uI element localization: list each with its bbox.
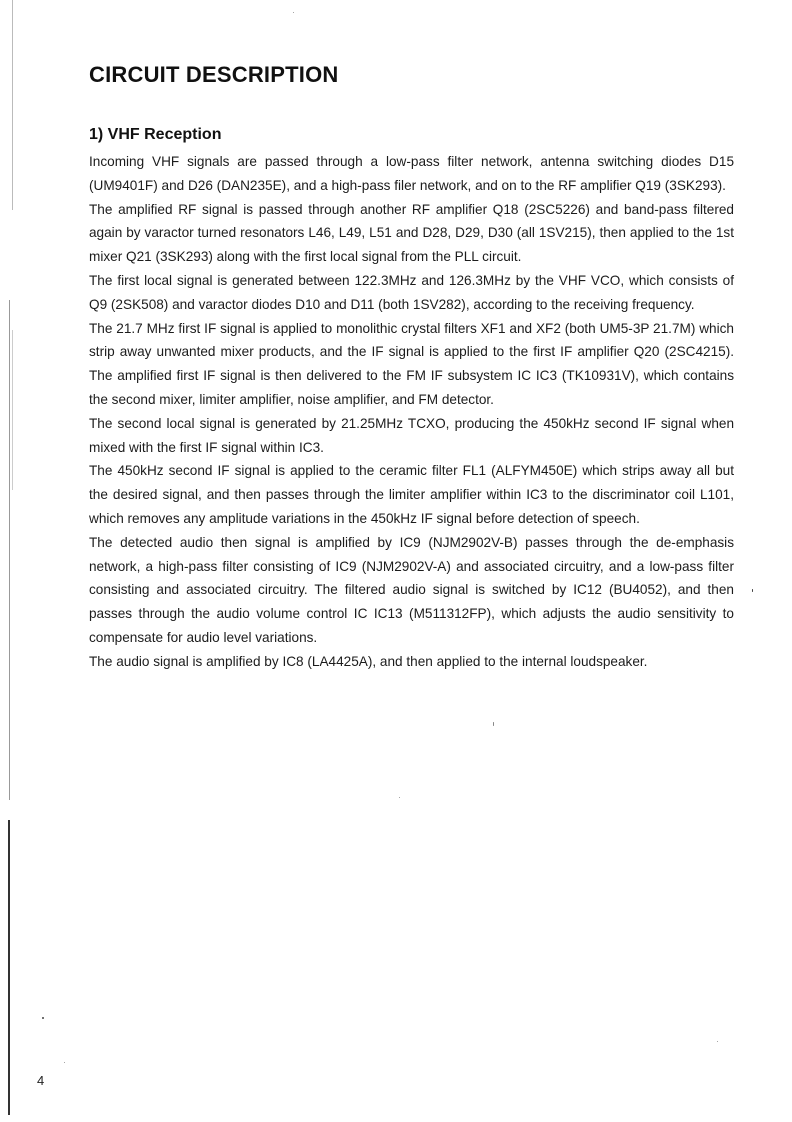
scan-edge-line (12, 0, 13, 210)
paragraph: The 21.7 MHz first IF signal is applied to monolithic crystal filters XF1 and XF2 (both UM5-3P 21.7M) which strip away unwanted mixer products, and the IF signal is applied to the first IF amplifier Q20 (2SC4215). The amplified first IF signal is then delivered to the FM IF subsystem IC IC3 (TK10931V), which contains the second mixer, limiter amplifier, noise amplifier, and FM detector. (89, 320, 734, 407)
paragraph: The audio signal is amplified by IC8 (LA4425A), and then applied to the internal loudspeaker. (89, 653, 648, 669)
section-heading: 1) VHF Reception (89, 126, 222, 143)
paragraph: The second local signal is generated by 21.25MHz TCXO, producing the 450kHz second IF signal when mixed with the first IF signal within IC3. (89, 415, 734, 455)
scan-speck (42, 1017, 44, 1019)
scan-edge-line (8, 820, 10, 1115)
scan-speck (752, 589, 753, 592)
paragraph: The amplified RF signal is passed through another RF amplifier Q18 (2SC5226) and band-pass filtered again by varactor turned resonators L46, L49, L51 and D28, D29, D30 (all 1SV215), then applied to the 1st mixer Q21 (3SK293) along with the first local signal from the PLL circuit. (89, 201, 734, 265)
paragraph: The 450kHz second IF signal is applied to the ceramic filter FL1 (ALFYM450E) which strips away all but the desired signal, and then passes through the limiter amplifier within IC3 to the discriminator coil L101, which removes any amplitude variations in the 450kHz IF signal before detection of speech. (89, 463, 734, 526)
paragraph: Incoming VHF signals are passed through a low-pass filter network, antenna switching diodes D15 (UM9401F) and D26 (DAN235E), and a high-pass filer network, and on to the RF amplifier Q19 (3SK293). (89, 154, 734, 193)
scan-speck (717, 1041, 718, 1042)
page-title: CIRCUIT DESCRIPTION (89, 62, 339, 87)
body-text (89, 150, 734, 674)
scan-edge-line (9, 300, 10, 800)
paragraph: The detected audio then signal is amplified by IC9 (NJM2902V-B) passes through the de-emphasis network, a high-pass filter consisting of IC9 (NJM2902V-A) and associated circuitry, and a low-pass filter consisting and associated circuitry. The filtered audio signal is switched by IC12 (BU4052), and then passes through the audio volume control IC IC13 (M511312FP), which adjusts the audio sensitivity to compensate for audio level variations. (89, 534, 734, 645)
scan-edge-line (12, 330, 13, 490)
scan-speck (293, 12, 294, 13)
paragraph: The first local signal is generated between 122.3MHz and 126.3MHz by the VHF VCO, which consists of Q9 (2SK508) and varactor diodes D10 and D11 (both 1SV282), according to the receiving frequency. (89, 272, 734, 312)
page-number: 4 (37, 1073, 45, 1088)
scan-speck (64, 1062, 65, 1063)
scan-speck (493, 722, 494, 726)
scan-speck (399, 797, 400, 798)
